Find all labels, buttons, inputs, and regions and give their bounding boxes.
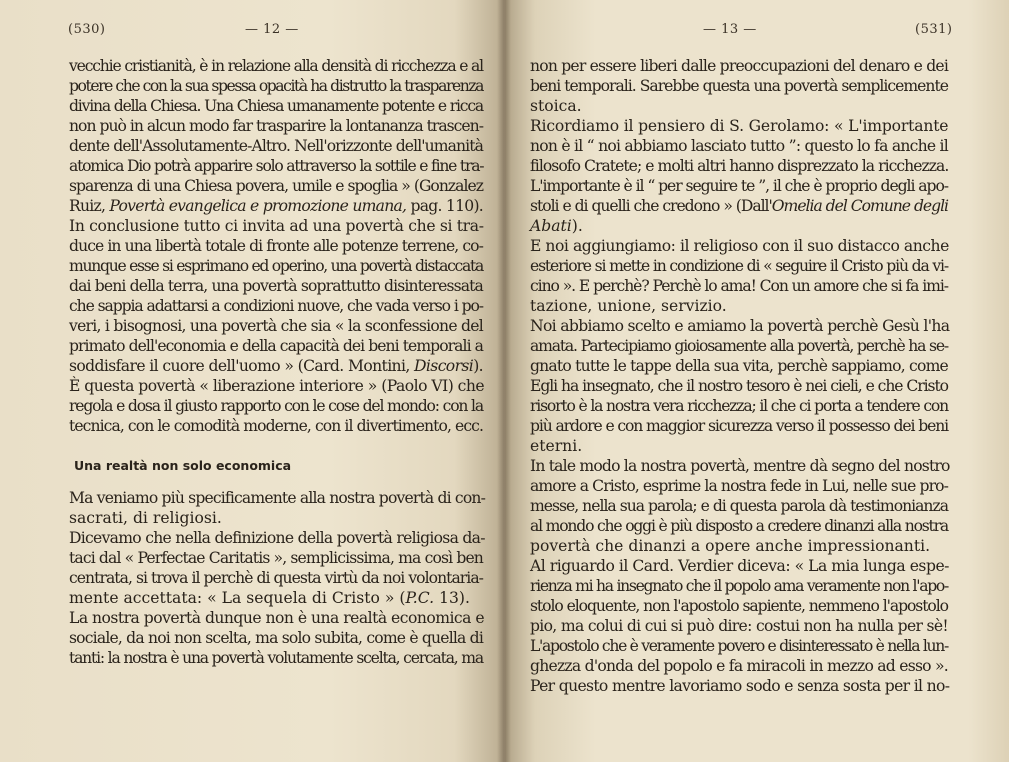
text-line: sparenza di una Chiesa povera, umile e spoglia » (Gonzalez — [69, 177, 483, 195]
text-line: eterni. — [530, 437, 583, 455]
text-line — [69, 197, 483, 215]
text-line: rienza mi ha insegnato che il popolo ama veramente non l'apo- — [530, 577, 948, 595]
text-line: tecnica, con le comodità moderne, con il divertimento, ecc. — [69, 417, 483, 435]
text-line: esteriore si mette in condizione di « seguire il Cristo più da vi- — [530, 257, 948, 275]
text-line: non è il “ noi abbiamo lasciato tutto ”: questo lo fa anche il — [530, 137, 948, 155]
italic-title: Omelia del Comune degli — [771, 197, 948, 215]
text-line: L'importante è il “ per seguire te ”, il che è proprio degli apo- — [530, 177, 948, 195]
text-line: dai beni della terra, una povertà soprattutto disinteressata — [69, 277, 483, 295]
text-line: sociale, da noi non scelta, ma solo subita, come è quella di — [69, 629, 483, 647]
left-page-number: — 12 — — [245, 22, 299, 37]
text-line: stoica. — [530, 97, 582, 115]
text-line: cino ». E perchè? Perchè lo ama! Con un amore che si fa imi- — [530, 277, 948, 295]
text-line: vecchie cristianità, è in relazione alla densità di ricchezza e al — [69, 57, 483, 75]
text-line: povertà che dinanzi a opere anche impressionanti. — [530, 537, 931, 555]
text-line: amata. Partecipiamo gioiosamente alla povertà, perchè ha se- — [530, 337, 948, 355]
text-line — [530, 217, 583, 235]
text-line: veri, i bisognosi, una povertà che sia « la sconfessione del — [69, 317, 483, 335]
text-line — [530, 197, 948, 215]
text-line: amore a Cristo, esprime la nostra fede in Lui, nelle sue pro- — [530, 477, 948, 495]
text-run: ). — [473, 357, 483, 375]
italic-abbr: P.C. — [405, 589, 435, 607]
text-line: divina della Chiesa. Una Chiesa umanamente potente e ricca — [69, 97, 484, 115]
text-line: messe, nella sua parola; e di questa parola dà testimonianza — [530, 497, 948, 515]
text-run: soddisfare il cuore dell'uomo » (Card. Montini, — [69, 357, 415, 375]
text-line: ghezza d'onda del popolo e fa miracoli in mezzo ad esso ». — [530, 657, 948, 675]
text-line: gnato tutte le tappe della sua vita, perchè sappiamo, come — [530, 357, 948, 375]
text-line: È questa povertà « liberazione interiore » (Paolo VI) che — [69, 377, 485, 395]
text-run: Ruiz, — [69, 197, 110, 215]
text-run: stoli e di quelli che credono » (Dall' — [530, 197, 772, 215]
text-line: In tale modo la nostra povertà, mentre dà segno del nostro — [530, 457, 950, 475]
text-line: più ardore e con maggior sicurezza verso il possesso dei beni — [530, 417, 949, 435]
italic-title: Abati — [530, 217, 572, 235]
text-line: La nostra povertà dunque non è una realtà economica e — [69, 609, 485, 627]
text-line: taci dal « Perfectae Caritatis », semplicissima, ma così ben — [69, 549, 483, 567]
text-line: pio, ma colui di cui si può dire: costui non ha nulla per sè! — [530, 617, 948, 635]
text-line: Noi abbiamo scelto e amiamo la povertà perchè Gesù l'ha — [530, 317, 950, 335]
text-line — [69, 357, 483, 375]
text-line: atomica Dio potrà apparire solo attraverso la sottile e fine tra- — [69, 157, 484, 175]
text-line: primato dell'economia e della capacità dei beni temporali a — [69, 337, 483, 355]
book-gutter — [497, 0, 511, 762]
text-line: risorto è la nostra vera ricchezza; il che ci porta a tendere con — [530, 397, 948, 415]
right-page — [505, 0, 1009, 762]
text-line: centrata, si trova il perchè di questa virtù da noi volontaria- — [69, 569, 483, 587]
text-line: sacrati, di religiosi. — [69, 509, 222, 527]
italic-title: Povertà evangelica e promozione umana, — [109, 197, 407, 215]
text-run: pag. 110). — [406, 197, 483, 215]
text-line: E noi aggiungiamo: il religioso con il suo distacco anche — [530, 237, 949, 255]
text-line: Dicevamo che nella definizione della povertà religiosa da- — [69, 529, 485, 547]
text-line: filosofo Cratete; e molti altri hanno disprezzato la ricchezza. — [530, 157, 949, 175]
text-line: tanti: la nostra è una povertà volutamente scelta, cercata, ma — [69, 649, 483, 667]
text-line: beni temporali. Sarebbe questa una povertà semplicemente — [530, 77, 948, 95]
text-run: ). — [571, 217, 583, 235]
text-line: tazione, unione, servizio. — [530, 297, 727, 315]
text-line: non può in alcun modo far trasparire la lontananza trascen- — [69, 117, 483, 135]
left-folio: (530) — [68, 22, 106, 37]
text-line: al mondo che oggi è più disposto a credere dinanzi alla nostra — [530, 517, 948, 535]
text-line: che sappia adattarsi a condizioni nuove, che vada verso i po- — [69, 297, 483, 315]
text-line: In conclusione tutto ci invita ad una povertà che si tra- — [69, 217, 484, 235]
text-line — [69, 589, 470, 607]
text-line: regola e dosa il giusto rapporto con le cose del mondo: con la — [69, 397, 483, 415]
italic-title: Discorsi — [414, 357, 474, 375]
right-page-number: — 13 — — [703, 22, 757, 37]
text-line: Per questo mentre lavoriamo sodo e senza sosta per il no- — [530, 677, 950, 695]
text-line: Ma veniamo più specificamente alla nostra povertà di con- — [69, 489, 486, 507]
text-line: Al riguardo il Card. Verdier diceva: « La mia lunga espe- — [530, 557, 949, 575]
right-folio: (531) — [915, 22, 953, 37]
text-line: L'apostolo che è veramente povero e disinteressato è nella lun- — [530, 637, 948, 655]
section-heading: Una realtà non solo economica — [74, 458, 292, 473]
text-line: Egli ha insegnato, che il nostro tesoro è nei cieli, e che Cristo — [530, 377, 948, 395]
text-run: mente accettata: « La sequela di Cristo » ( — [69, 589, 406, 607]
text-run: 13). — [434, 589, 470, 607]
text-line: stolo eloquente, non l'apostolo sapiente, nemmeno l'apostolo — [530, 597, 948, 615]
text-line: potere che con la sua spessa opacità ha distrutto la trasparenza — [69, 77, 483, 95]
text-line: dente dell'Assolutamente-Altro. Nell'orizzonte dell'umanità — [69, 137, 483, 155]
text-line: Ricordiamo il pensiero di S. Gerolamo: « L'importante — [530, 117, 949, 135]
text-line: duce in una libertà totale di fronte alle potenze terrene, co- — [69, 237, 483, 255]
text-line: munque esse si esprimano ed operino, una povertà distaccata — [69, 257, 483, 275]
text-line: non per essere liberi dalle preoccupazioni del denaro e dei — [530, 57, 948, 75]
